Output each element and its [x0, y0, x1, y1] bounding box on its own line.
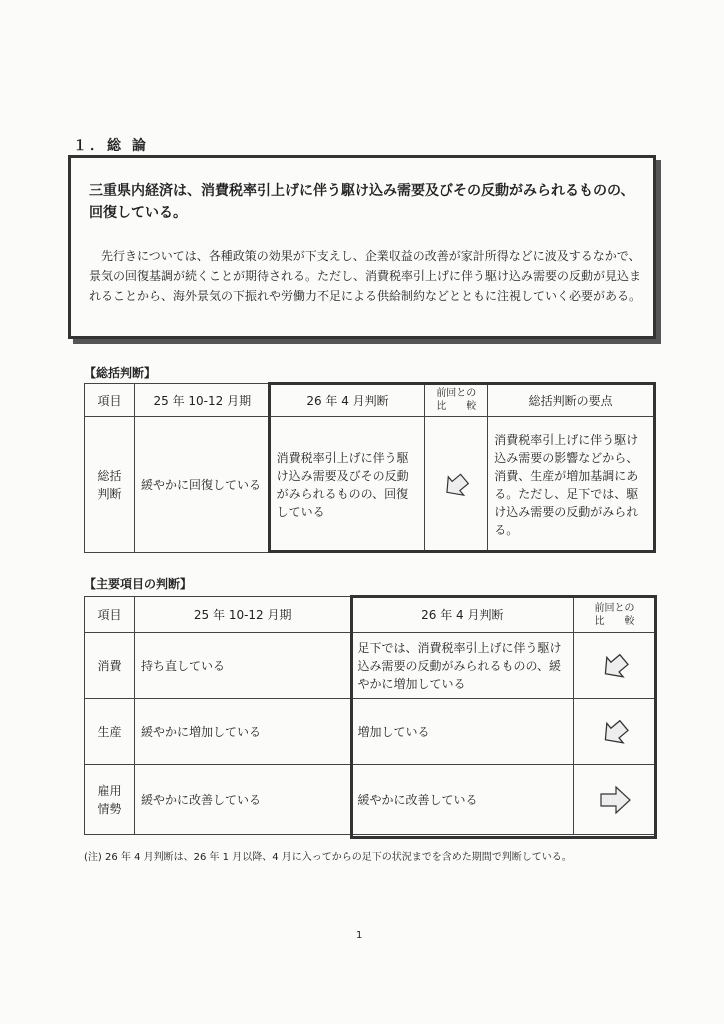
row-prev-text: 緩やかに増加している [140, 724, 261, 739]
row-prev [134, 633, 351, 699]
table-row [85, 699, 656, 765]
footnote: (注) 26 年 4 月判断は、26 年 1 月以降、4 月に入ってからの足下の状況までを含めた期間で判断している。 [84, 852, 572, 863]
overall-current [270, 417, 425, 553]
row-prev-text: 緩やかに改善している [140, 792, 261, 807]
row-current-text: 増加している [357, 724, 430, 739]
section-title: １．総 論 [73, 138, 149, 154]
overall-prev-text: 緩やかに回復している [140, 477, 261, 492]
row-item: 消費 [85, 633, 135, 699]
row-item-line2: 情勢 [97, 801, 122, 816]
summary-box [68, 155, 656, 339]
header-compare-line1: 前回との [436, 388, 477, 399]
row-item [85, 765, 135, 835]
overall-table [84, 383, 654, 553]
row-item-line1: 雇用 [97, 783, 122, 798]
row-compare [574, 765, 656, 835]
overall-current-text: 消費税率引上げに伴う駆け込み需要及びその反動がみられるものの、回復している [276, 450, 409, 519]
header-prev: 25 年 10-12 月期 [134, 384, 270, 417]
up-right-arrow-icon [597, 648, 633, 684]
row-current [351, 699, 574, 765]
header-current: 26 年 4 月判断 [270, 384, 425, 417]
row-current-text: 緩やかに改善している [357, 792, 478, 807]
row-compare [574, 699, 656, 765]
header-compare-line2: 比 較 [436, 401, 477, 412]
summary-body: 先行きについては、各種政策の効果が下支えし、企業収益の改善が家計所得などに波及するなかで、景気の回復基調が続くことが期待される。ただし、消費税率引上げに伴う駆け込み需要の反動が見込まれることから、海外景気の下振れや労働力不足による供給制約などとともに注視していく必要がある。 [89, 249, 642, 303]
table-row [85, 633, 656, 699]
major-header-prev: 25 年 10-12 月期 [134, 597, 351, 633]
page-number: 1 [356, 930, 363, 941]
major-header-item: 項目 [85, 597, 135, 633]
major-header-current: 26 年 4 月判断 [351, 597, 574, 633]
row-prev-text: 持ち直している [140, 658, 225, 673]
overall-compare [425, 417, 488, 553]
overall-item [85, 417, 135, 553]
major-header-compare-line1: 前回との [594, 602, 635, 614]
header-points: 総括判断の要点 [488, 384, 654, 417]
row-prev [134, 699, 351, 765]
table-row [85, 765, 656, 835]
row-current [351, 633, 574, 699]
overall-item-line1: 総括 [97, 468, 122, 483]
up-right-arrow-icon [597, 714, 633, 750]
overall-points [488, 417, 654, 553]
header-compare [425, 384, 488, 417]
major-header-compare [574, 597, 656, 633]
overall-points-text: 消費税率引上げに伴う駆け込み需要の影響などから、消費、生産が増加基調にある。ただし、足下では、駆け込み需要の反動がみられる。 [494, 432, 639, 537]
row-compare [574, 633, 656, 699]
overall-item-line2: 判断 [97, 486, 122, 501]
overall-prev [134, 417, 270, 553]
row-current-text: 足下では、消費税率引上げに伴う駆け込み需要の反動がみられるものの、緩やかに増加している [357, 640, 562, 691]
overall-label: 【総括判断】 [84, 366, 157, 380]
summary-headline: 三重県内経済は、消費税率引上げに伴う駆け込み需要及びその反動がみられるものの、回復している。 [89, 183, 635, 221]
header-item: 項目 [85, 384, 135, 417]
major-header-compare-line2: 比 較 [594, 615, 635, 627]
major-label: 【主要項目の判断】 [84, 577, 193, 591]
right-arrow-icon [596, 783, 634, 817]
row-prev [134, 765, 351, 835]
major-table [84, 596, 656, 835]
up-right-arrow-icon [439, 468, 473, 502]
row-current [351, 765, 574, 835]
row-item: 生産 [85, 699, 135, 765]
